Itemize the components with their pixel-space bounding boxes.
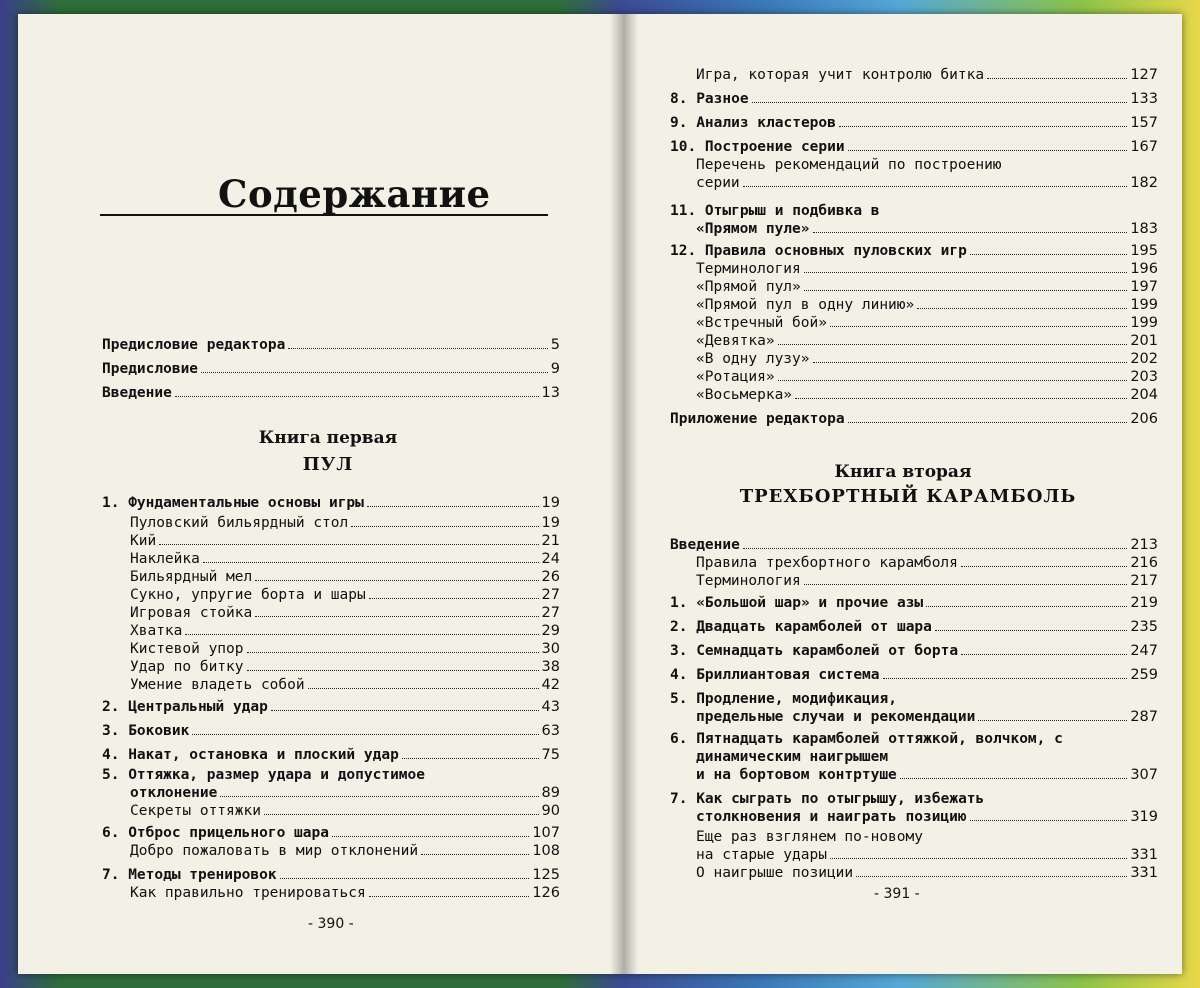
toc-entry xyxy=(696,572,1158,590)
toc-entry-page: 203 xyxy=(1130,369,1158,385)
toc-dot-leader xyxy=(332,836,529,837)
toc-dot-leader xyxy=(264,814,539,815)
toc-entry-title: «Ротация» xyxy=(696,369,775,385)
toc-entry-title: «Прямой пул» xyxy=(696,279,801,295)
book-label: Книга первая xyxy=(258,428,398,448)
toc-entry-title: Кий xyxy=(130,533,157,549)
toc-entry-page: 19 xyxy=(541,495,560,511)
toc-entry-page: 331 xyxy=(1130,865,1158,881)
toc-entry xyxy=(670,536,1158,554)
toc-dot-leader xyxy=(247,670,539,671)
page-number: - 390 - xyxy=(308,916,354,932)
toc-entry-title: 2. Центральный удар xyxy=(102,699,268,715)
toc-entry-title: 9. Анализ кластеров xyxy=(670,115,836,131)
toc-dot-leader xyxy=(935,630,1127,631)
toc-dot-leader xyxy=(743,186,1128,187)
toc-entry-title: Сукно, упругие борта и шары xyxy=(130,587,366,603)
toc-entry xyxy=(130,676,560,694)
toc-entry-title: Игра, которая учит контролю битка xyxy=(696,67,985,83)
toc-entry-page: 259 xyxy=(1130,667,1158,683)
toc-entry xyxy=(102,384,560,402)
toc-dot-leader xyxy=(804,272,1128,273)
toc-entry-page: 331 xyxy=(1130,847,1158,863)
toc-dot-leader xyxy=(308,688,539,689)
toc-entry xyxy=(696,766,1158,784)
toc-entry-page: 217 xyxy=(1130,573,1158,589)
toc-entry xyxy=(102,722,560,740)
toc-dot-leader xyxy=(848,422,1128,423)
toc-dot-leader xyxy=(247,652,539,653)
toc-entry-title: Введение xyxy=(102,385,172,401)
toc-entry xyxy=(696,386,1158,404)
toc-entry-page: 182 xyxy=(1130,175,1158,191)
toc-entry xyxy=(696,368,1158,386)
toc-dot-leader xyxy=(830,326,1127,327)
toc-entry xyxy=(696,66,1158,84)
toc-entry xyxy=(670,666,1158,684)
toc-entry-title: 10. Построение серии xyxy=(670,139,845,155)
toc-dot-leader xyxy=(795,398,1127,399)
toc-entry-page: 197 xyxy=(1130,279,1158,295)
book-title: ТРЕХБОРТНЫЙ КАРАМБОЛЬ xyxy=(739,486,1077,507)
toc-entry-title: Кистевой упор xyxy=(130,641,244,657)
toc-entry-page: 43 xyxy=(541,699,560,715)
toc-entry xyxy=(130,884,560,902)
toc-dot-leader xyxy=(813,232,1128,233)
toc-entry-title: Добро пожаловать в мир отклонений xyxy=(130,843,419,859)
toc-dot-leader xyxy=(367,506,539,507)
toc-dot-leader xyxy=(961,654,1127,655)
toc-dot-leader xyxy=(220,796,538,797)
toc-entry-title: 4. Бриллиантовая система xyxy=(670,667,880,683)
toc-entry-page: 108 xyxy=(532,843,560,859)
toc-entry xyxy=(130,658,560,676)
toc-entry-page: 196 xyxy=(1130,261,1158,277)
toc-entry-title: 1. «Большой шар» и прочие азы xyxy=(670,595,924,611)
toc-entry-title: «Встречный бой» xyxy=(696,315,827,331)
toc-entry-title: «В одну лузу» xyxy=(696,351,810,367)
toc-entry-page: 167 xyxy=(1130,139,1158,155)
toc-entry-title: Удар по битку xyxy=(130,659,244,675)
toc-entry xyxy=(696,808,1158,826)
toc-entry xyxy=(670,594,1158,612)
toc-entry-title: и на бортовом контртуше xyxy=(696,767,897,783)
toc-entry-title: 12. Правила основных пуловских игр xyxy=(670,243,967,259)
toc-entry-page: 26 xyxy=(541,569,560,585)
toc-entry-line: динамическим наигрышем xyxy=(696,749,889,765)
toc-entry xyxy=(130,532,560,550)
toc-entry-title: 4. Накат, остановка и плоский удар xyxy=(102,747,399,763)
left-page xyxy=(18,14,610,974)
toc-entry-page: 127 xyxy=(1130,67,1158,83)
toc-entry-page: 29 xyxy=(541,623,560,639)
toc-entry xyxy=(130,842,560,860)
toc-entry xyxy=(696,332,1158,350)
toc-entry-page: 30 xyxy=(541,641,560,657)
toc-entry-title: «Восьмерка» xyxy=(696,387,793,403)
toc-dot-leader xyxy=(804,584,1128,585)
toc-entry-title: Терминология xyxy=(696,573,801,589)
toc-dot-leader xyxy=(752,102,1128,103)
toc-entry xyxy=(130,586,560,604)
toc-entry-page: 202 xyxy=(1130,351,1158,367)
toc-dot-leader xyxy=(255,616,538,617)
toc-dot-leader xyxy=(255,580,538,581)
toc-entry xyxy=(696,260,1158,278)
toc-entry-page: 157 xyxy=(1130,115,1158,131)
toc-entry-page: 63 xyxy=(541,723,560,739)
toc-entry-page: 319 xyxy=(1130,809,1158,825)
toc-entry xyxy=(102,824,560,842)
book-gutter xyxy=(610,14,638,974)
toc-entry-line: 6. Пятнадцать карамболей оттяжкой, волчком, с xyxy=(670,731,1063,747)
toc-dot-leader xyxy=(926,606,1127,607)
toc-dot-leader xyxy=(804,290,1128,291)
toc-entry-page: 219 xyxy=(1130,595,1158,611)
title-rule xyxy=(100,214,548,216)
toc-dot-leader xyxy=(743,548,1127,549)
toc-entry xyxy=(130,640,560,658)
toc-dot-leader xyxy=(203,562,539,563)
toc-entry-page: 183 xyxy=(1130,221,1158,237)
toc-entry-title: «Девятка» xyxy=(696,333,775,349)
toc-entry-page: 133 xyxy=(1130,91,1158,107)
toc-dot-leader xyxy=(402,758,539,759)
toc-entry-line: 5. Продление, модификация, xyxy=(670,691,897,707)
toc-entry-title: Хватка xyxy=(130,623,183,639)
toc-entry-page: 307 xyxy=(1130,767,1158,783)
toc-entry xyxy=(130,550,560,568)
toc-entry-title: Правила трехбортного карамболя xyxy=(696,555,958,571)
toc-entry-title: 6. Отброс прицельного шара xyxy=(102,825,329,841)
toc-dot-leader xyxy=(778,344,1128,345)
toc-entry-title: на старые удары xyxy=(696,847,827,863)
toc-entry-page: 19 xyxy=(541,515,560,531)
toc-entry xyxy=(696,174,1158,192)
toc-entry-title: 7. Методы тренировок xyxy=(102,867,277,883)
toc-entry xyxy=(130,568,560,586)
toc-entry-page: 199 xyxy=(1130,297,1158,313)
toc-entry-line: Перечень рекомендаций по построению xyxy=(696,157,1002,173)
toc-entry xyxy=(696,350,1158,368)
toc-entry-page: 235 xyxy=(1130,619,1158,635)
toc-dot-leader xyxy=(175,396,539,397)
toc-dot-leader xyxy=(271,710,539,711)
toc-entry-page: 21 xyxy=(541,533,560,549)
toc-entry-page: 216 xyxy=(1130,555,1158,571)
toc-dot-leader xyxy=(830,858,1127,859)
toc-dot-leader xyxy=(201,372,548,373)
toc-entry-title: Предисловие редактора xyxy=(102,337,286,353)
toc-entry-title: Терминология xyxy=(696,261,801,277)
toc-dot-leader xyxy=(883,678,1128,679)
toc-dot-leader xyxy=(288,348,547,349)
page-title: Содержание xyxy=(218,172,491,216)
toc-entry-title: «Прямом пуле» xyxy=(696,221,810,237)
toc-dot-leader xyxy=(369,896,530,897)
toc-entry xyxy=(130,622,560,640)
toc-entry-page: 247 xyxy=(1130,643,1158,659)
toc-entry xyxy=(102,360,560,378)
toc-entry xyxy=(696,314,1158,332)
toc-dot-leader xyxy=(856,876,1127,877)
toc-entry-page: 287 xyxy=(1130,709,1158,725)
toc-entry xyxy=(696,554,1158,572)
toc-entry xyxy=(670,642,1158,660)
toc-entry xyxy=(102,336,560,354)
toc-entry-page: 24 xyxy=(541,551,560,567)
toc-dot-leader xyxy=(839,126,1127,127)
toc-entry xyxy=(696,278,1158,296)
toc-entry-title: Секреты оттяжки xyxy=(130,803,261,819)
toc-entry-page: 206 xyxy=(1130,411,1158,427)
toc-dot-leader xyxy=(900,778,1128,779)
toc-entry-title: 2. Двадцать карамболей от шара xyxy=(670,619,932,635)
toc-entry-title: Игровая стойка xyxy=(130,605,253,621)
toc-dot-leader xyxy=(369,598,539,599)
toc-entry-page: 42 xyxy=(541,677,560,693)
toc-entry-page: 125 xyxy=(532,867,560,883)
toc-dot-leader xyxy=(978,720,1127,721)
toc-entry-page: 75 xyxy=(541,747,560,763)
book-spread xyxy=(18,14,1182,974)
toc-entry-title: О наигрыше позиции xyxy=(696,865,854,881)
toc-entry-page: 201 xyxy=(1130,333,1158,349)
toc-entry-page: 204 xyxy=(1130,387,1158,403)
toc-entry xyxy=(670,90,1158,108)
toc-entry-title: Наклейка xyxy=(130,551,200,567)
toc-dot-leader xyxy=(185,634,538,635)
toc-entry-page: 89 xyxy=(541,785,560,801)
toc-entry-line: Еще раз взглянем по-новому xyxy=(696,829,923,845)
toc-entry-title: Умение владеть собой xyxy=(130,677,305,693)
toc-entry xyxy=(670,138,1158,156)
toc-entry xyxy=(130,784,560,802)
toc-entry-page: 13 xyxy=(541,385,560,401)
toc-entry-page: 27 xyxy=(541,587,560,603)
toc-entry xyxy=(102,698,560,716)
toc-entry xyxy=(130,802,560,820)
toc-entry-line: 5. Оттяжка, размер удара и допустимое xyxy=(102,767,426,783)
toc-entry xyxy=(102,494,560,512)
toc-entry-title: отклонение xyxy=(130,785,218,801)
toc-entry xyxy=(102,746,560,764)
toc-entry-title: столкновения и наиграть позицию xyxy=(696,809,967,825)
toc-entry-page: 27 xyxy=(541,605,560,621)
toc-entry-title: серии xyxy=(696,175,740,191)
toc-dot-leader xyxy=(351,526,538,527)
toc-entry xyxy=(696,864,1158,882)
toc-entry-page: 199 xyxy=(1130,315,1158,331)
toc-entry-title: Как правильно тренироваться xyxy=(130,885,366,901)
toc-entry xyxy=(670,114,1158,132)
toc-dot-leader xyxy=(848,150,1128,151)
toc-entry-page: 9 xyxy=(550,361,560,377)
toc-entry xyxy=(670,242,1158,260)
toc-dot-leader xyxy=(961,566,1127,567)
toc-dot-leader xyxy=(970,820,1128,821)
toc-dot-leader xyxy=(987,78,1127,79)
toc-entry-line: 7. Как сыграть по отыгрышу, избежать xyxy=(670,791,985,807)
toc-entry xyxy=(130,514,560,532)
toc-entry-page: 107 xyxy=(532,825,560,841)
toc-entry-line: 11. Отыгрыш и подбивка в xyxy=(670,203,880,219)
toc-entry-title: 1. Фундаментальные основы игры xyxy=(102,495,364,511)
toc-entry xyxy=(696,296,1158,314)
toc-entry-page: 90 xyxy=(541,803,560,819)
toc-dot-leader xyxy=(917,308,1127,309)
toc-entry xyxy=(102,866,560,884)
toc-entry-title: предельные случаи и рекомендации xyxy=(696,709,976,725)
toc-entry-page: 213 xyxy=(1130,537,1158,553)
toc-entry xyxy=(696,846,1158,864)
toc-entry-title: Приложение редактора xyxy=(670,411,845,427)
page-number: - 391 - xyxy=(874,886,920,902)
toc-entry-title: «Прямой пул в одну линию» xyxy=(696,297,915,313)
toc-dot-leader xyxy=(970,254,1128,255)
toc-entry-title: Предисловие xyxy=(102,361,199,377)
toc-entry xyxy=(130,604,560,622)
toc-entry xyxy=(696,708,1158,726)
toc-dot-leader xyxy=(159,544,538,545)
toc-entry-title: Бильярдный мел xyxy=(130,569,253,585)
toc-entry xyxy=(696,220,1158,238)
toc-dot-leader xyxy=(421,854,529,855)
toc-entry-title: 3. Боковик xyxy=(102,723,190,739)
toc-dot-leader xyxy=(280,878,530,879)
toc-entry-page: 38 xyxy=(541,659,560,675)
toc-entry-page: 195 xyxy=(1130,243,1158,259)
toc-entry-title: Введение xyxy=(670,537,740,553)
toc-entry-page: 5 xyxy=(550,337,560,353)
toc-dot-leader xyxy=(813,362,1128,363)
toc-dot-leader xyxy=(778,380,1128,381)
toc-entry-title: 8. Разное xyxy=(670,91,749,107)
book-title: ПУЛ xyxy=(302,454,354,475)
right-page xyxy=(638,14,1182,974)
toc-entry-title: 3. Семнадцать карамболей от борта xyxy=(670,643,959,659)
toc-dot-leader xyxy=(192,734,538,735)
toc-entry-title: Пуловский бильярдный стол xyxy=(130,515,349,531)
toc-entry-page: 126 xyxy=(532,885,560,901)
toc-entry xyxy=(670,618,1158,636)
book-label: Книга вторая xyxy=(834,462,972,482)
toc-entry xyxy=(670,410,1158,428)
